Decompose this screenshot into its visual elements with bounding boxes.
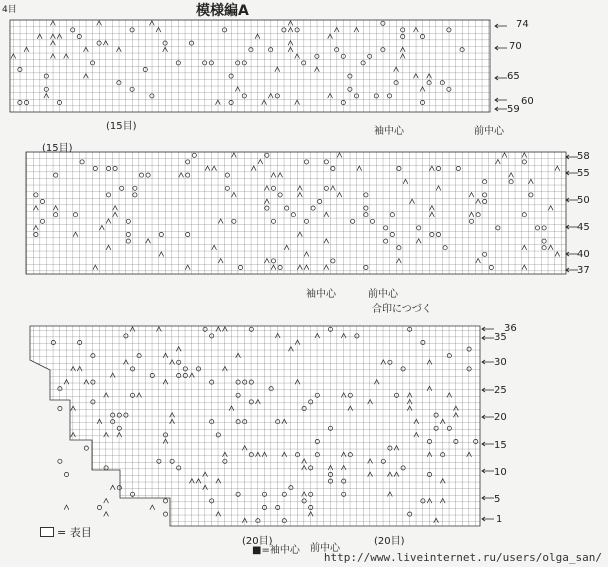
repeat-label: (20目) [242, 536, 273, 547]
row-arrow-icon [495, 98, 507, 102]
yarn-over-symbol [163, 512, 167, 516]
row-number: 45 [577, 222, 590, 233]
row-arrow-icon [482, 496, 494, 500]
row-number: 55 [577, 168, 590, 179]
pattern-title: 模様編A [196, 3, 249, 19]
front-center-label: 前中心 [368, 289, 398, 300]
row-arrow-icon [482, 415, 494, 419]
repeat-label: (15目) [42, 143, 73, 154]
row-arrow-icon [482, 336, 494, 340]
row-number: 1 [496, 514, 503, 525]
row-number: 74 [516, 19, 529, 30]
row-number: 60 [521, 96, 534, 107]
row-number: 5 [494, 494, 501, 505]
yarn-over-symbol [97, 505, 101, 509]
chart-bottom [30, 326, 480, 526]
row-arrow-icon [495, 24, 507, 28]
decrease-symbol [110, 485, 115, 490]
front-center-label: 前中心 [474, 126, 504, 137]
chart-bottom-grid [30, 326, 480, 526]
row-number: 25 [494, 385, 507, 396]
row-arrow-icon [495, 76, 507, 80]
yarn-over-symbol [163, 499, 167, 503]
repeat-label: (20目) [374, 536, 405, 547]
row-arrow-icon [482, 442, 494, 446]
sleeve-center-label: ■=袖中心 [252, 545, 300, 556]
decrease-symbol [104, 499, 109, 504]
yarn-over-symbol [84, 446, 88, 450]
chart-top [10, 20, 490, 112]
decrease-symbol [104, 512, 109, 517]
row-arrow-icon [482, 327, 494, 331]
row-arrow-icon [482, 469, 494, 473]
row-number: 40 [577, 249, 590, 260]
row-number: 59 [507, 104, 520, 115]
row-number: 37 [577, 265, 590, 276]
row-arrow-icon [482, 388, 494, 392]
row-number: 15 [494, 440, 507, 451]
join-note: 合印につづく [372, 304, 432, 315]
front-center-label: 前中心 [310, 543, 340, 554]
yarn-over-symbol [58, 459, 62, 463]
row-number: 36 [504, 323, 517, 334]
row-arrow-icon [495, 46, 507, 50]
watermark: http://www.liveinternet.ru/users/olga_san/ [323, 551, 602, 564]
row-number: 50 [577, 195, 590, 206]
row-number: 70 [509, 41, 522, 52]
decrease-symbol [64, 505, 69, 510]
row-number: 20 [494, 412, 507, 423]
sleeve-center-label: 袖中心 [306, 289, 336, 300]
sleeve-center-label: 袖中心 [374, 126, 404, 137]
row-number: 35 [494, 332, 507, 343]
row-number: 58 [577, 151, 590, 162]
row-number: 65 [507, 71, 520, 82]
row-number: 10 [494, 467, 507, 478]
yarn-over-symbol [64, 472, 68, 476]
row-arrow-icon [482, 517, 494, 521]
yarn-over-symbol [58, 406, 62, 410]
legend-text: = 表目 [57, 526, 92, 539]
legend-box-icon [40, 527, 54, 537]
decrease-symbol [150, 505, 155, 510]
row-arrow-icon [495, 107, 507, 111]
row-number: 30 [494, 357, 507, 368]
repeat-label: (15目) [106, 121, 137, 132]
corner-label: 4目 [2, 5, 17, 15]
row-arrow-icon [482, 360, 494, 364]
legend [40, 524, 92, 540]
chart-top-grid [10, 20, 490, 112]
